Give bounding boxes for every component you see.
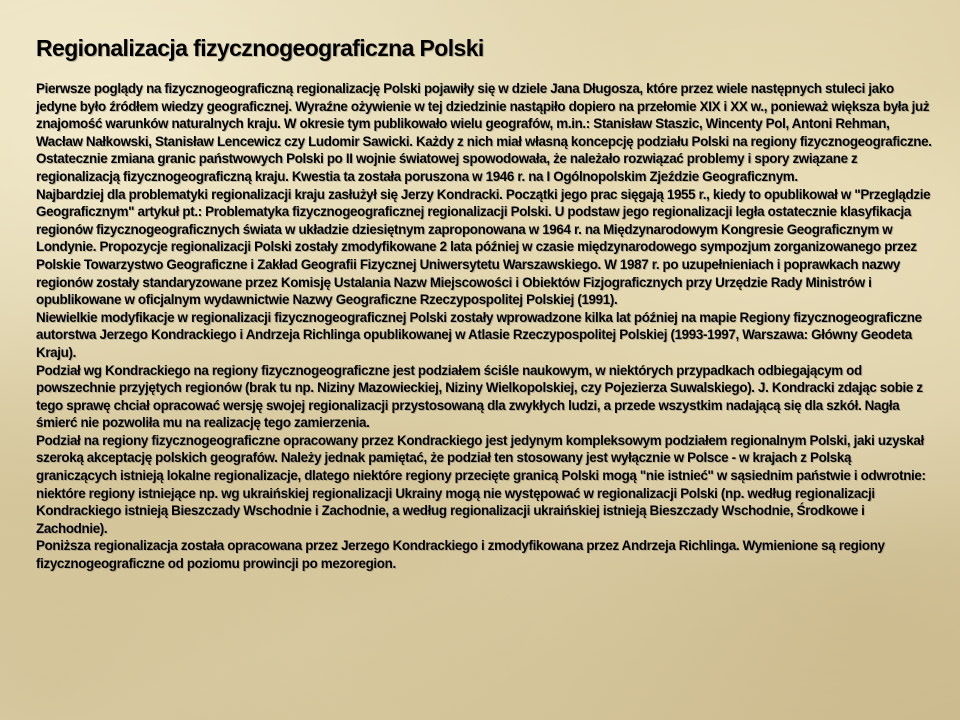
paragraph-history: Pierwsze poglądy na fizycznogeograficzną regionalizację Polski pojawiły się w dziele Jana Długosza, które przez wiele następnych stuleci jako jedyne było źródłem wiedzy geograficznej. Wyraźne ożywienie w tej dziedzinie nastąpiło dopiero na przełomie XIX i XX w., ponieważ większa była już znajomość warunków naturalnych kraju. W okresie tym publikowało wielu geografów, m.in.: Stanisław Staszic, Wincenty Pol, Antoni Rehman, Wacław Nałkowski, Stanisław Lencewicz czy Ludomir Sawicki. Każdy z nich miał własną koncepcję podziału Polski na regiony fizycznogeograficzne.	[36, 81, 932, 149]
paragraph-scientific-division: Podział wg Kondrackiego na regiony fizycznogeograficzne jest podziałem ściśle naukowym, w niektórych przypadkach odbiegającym od powszechnie przyjętych regionów (brak tu np. Niziny Mazowieckiej, Niziny Wielkopolskiej, czy Pojezierza Suwalskiego). J. Kondracki zdając sobie z tego sprawę chciał opracować wersję swojej regionalizacji przystosowaną dla zwykłych ludzi, a przede wszystkim nadającą się dla szkół. Nagła śmierć nie pozwoliła mu na realizację tego zamierzenia.	[36, 362, 923, 431]
paragraph-postwar: Ostatecznie zmiana granic państwowych Polski po II wojnie światowej spowodowała, że należało rozwiązać problemy i spory związane z regionalizacją fizycznogeograficzną kraju. Kwestia ta została poruszona w 1946 r. na I Ogólnopolskim Zjeździe Geograficznym.	[36, 151, 858, 184]
paragraph-modifications: Niewielkie modyfikacje w regionalizacji fizycznogeograficznej Polski zostały wprowadzone kilka lat później na mapie Regiony fizycznogeograficzne autorstwa Jerzego Kondrackiego i Andrzeja Richlinga opublikowanej w Atlasie Rzeczypospolitej Polskiej (1993-1997, Warszawa: Główny Geodeta Kraju).	[36, 309, 922, 360]
paragraph-acceptance: Podział na regiony fizycznogeograficzne opracowany przez Kondrackiego jest jedynym kompleksowym podziałem regionalnym Polski, jaki uzyskał szeroką akceptację polskich geografów. Należy jednak pamiętać, że podział ten stosowany jest wyłącznie w Polsce - w krajach z Polską graniczących istnieją lokalne regionalizacje, dlatego niektóre regiony przecięte granicą Polski mogą "nie istnieć" w sąsiednim państwie i odwrotnie: niektóre regiony istniejące np. wg ukraińskiej regionalizacji Ukrainy mogą nie występować w regionalizacji Polski (np. według regionalizacji Kondrackiego istnieją Bieszczady Wschodnie i Zachodnie, a według regionalizacji ukraińskiej istnieją Bieszczady Wschodnie, Środkowe i Zachodnie).	[36, 432, 926, 536]
slide-body	[36, 80, 932, 573]
paragraph-summary: Poniższa regionalizacja została opracowana przez Jerzego Kondrackiego i zmodyfikowana przez Andrzeja Richlinga. Wymienione są regiony fizycznogeograficzne od poziomu prowincji po mezoregion.	[36, 538, 885, 572]
slide-title: Regionalizacja fizycznogeograficzna Polski	[36, 35, 484, 61]
paragraph-kondracki: Najbardziej dla problematyki regionalizacji kraju zasłużył się Jerzy Kondracki. Początki jego prac sięgają 1955 r., kiedy to opublikował w "Przeglądzie Geograficznym" artykuł pt.: Problematyka fizycznogeograficznej regionalizacji Polski. U podstaw jego regionalizacji legła ostatecznie klasyfikacja regionów fizycznogeograficznych świata w układzie dziesiętnym zaproponowana w 1964 r. na Międzynarodowym Kongresie Geograficznym w Londynie. Propozycje regionalizacji Polski zostały zmodyfikowane 2 lata później w czasie międzynarodowego sympozjum zorganizowanego przez Polskie Towarzystwo Geograficzne i Zakład Geografii Fizycznej Uniwersytetu Warszawskiego. W 1987 r. po uzupełnieniach i poprawkach nazwy regionów zostały standaryzowane przez Komisję Ustalania Nazw Miejscowości i Obiektów Fizjograficznych przy Urzędzie Rady Ministrów i opublikowane w oficjalnym wydawnictwie Nazwy Geograficzne Rzeczypospolitej Polskiej (1991).	[36, 186, 931, 308]
